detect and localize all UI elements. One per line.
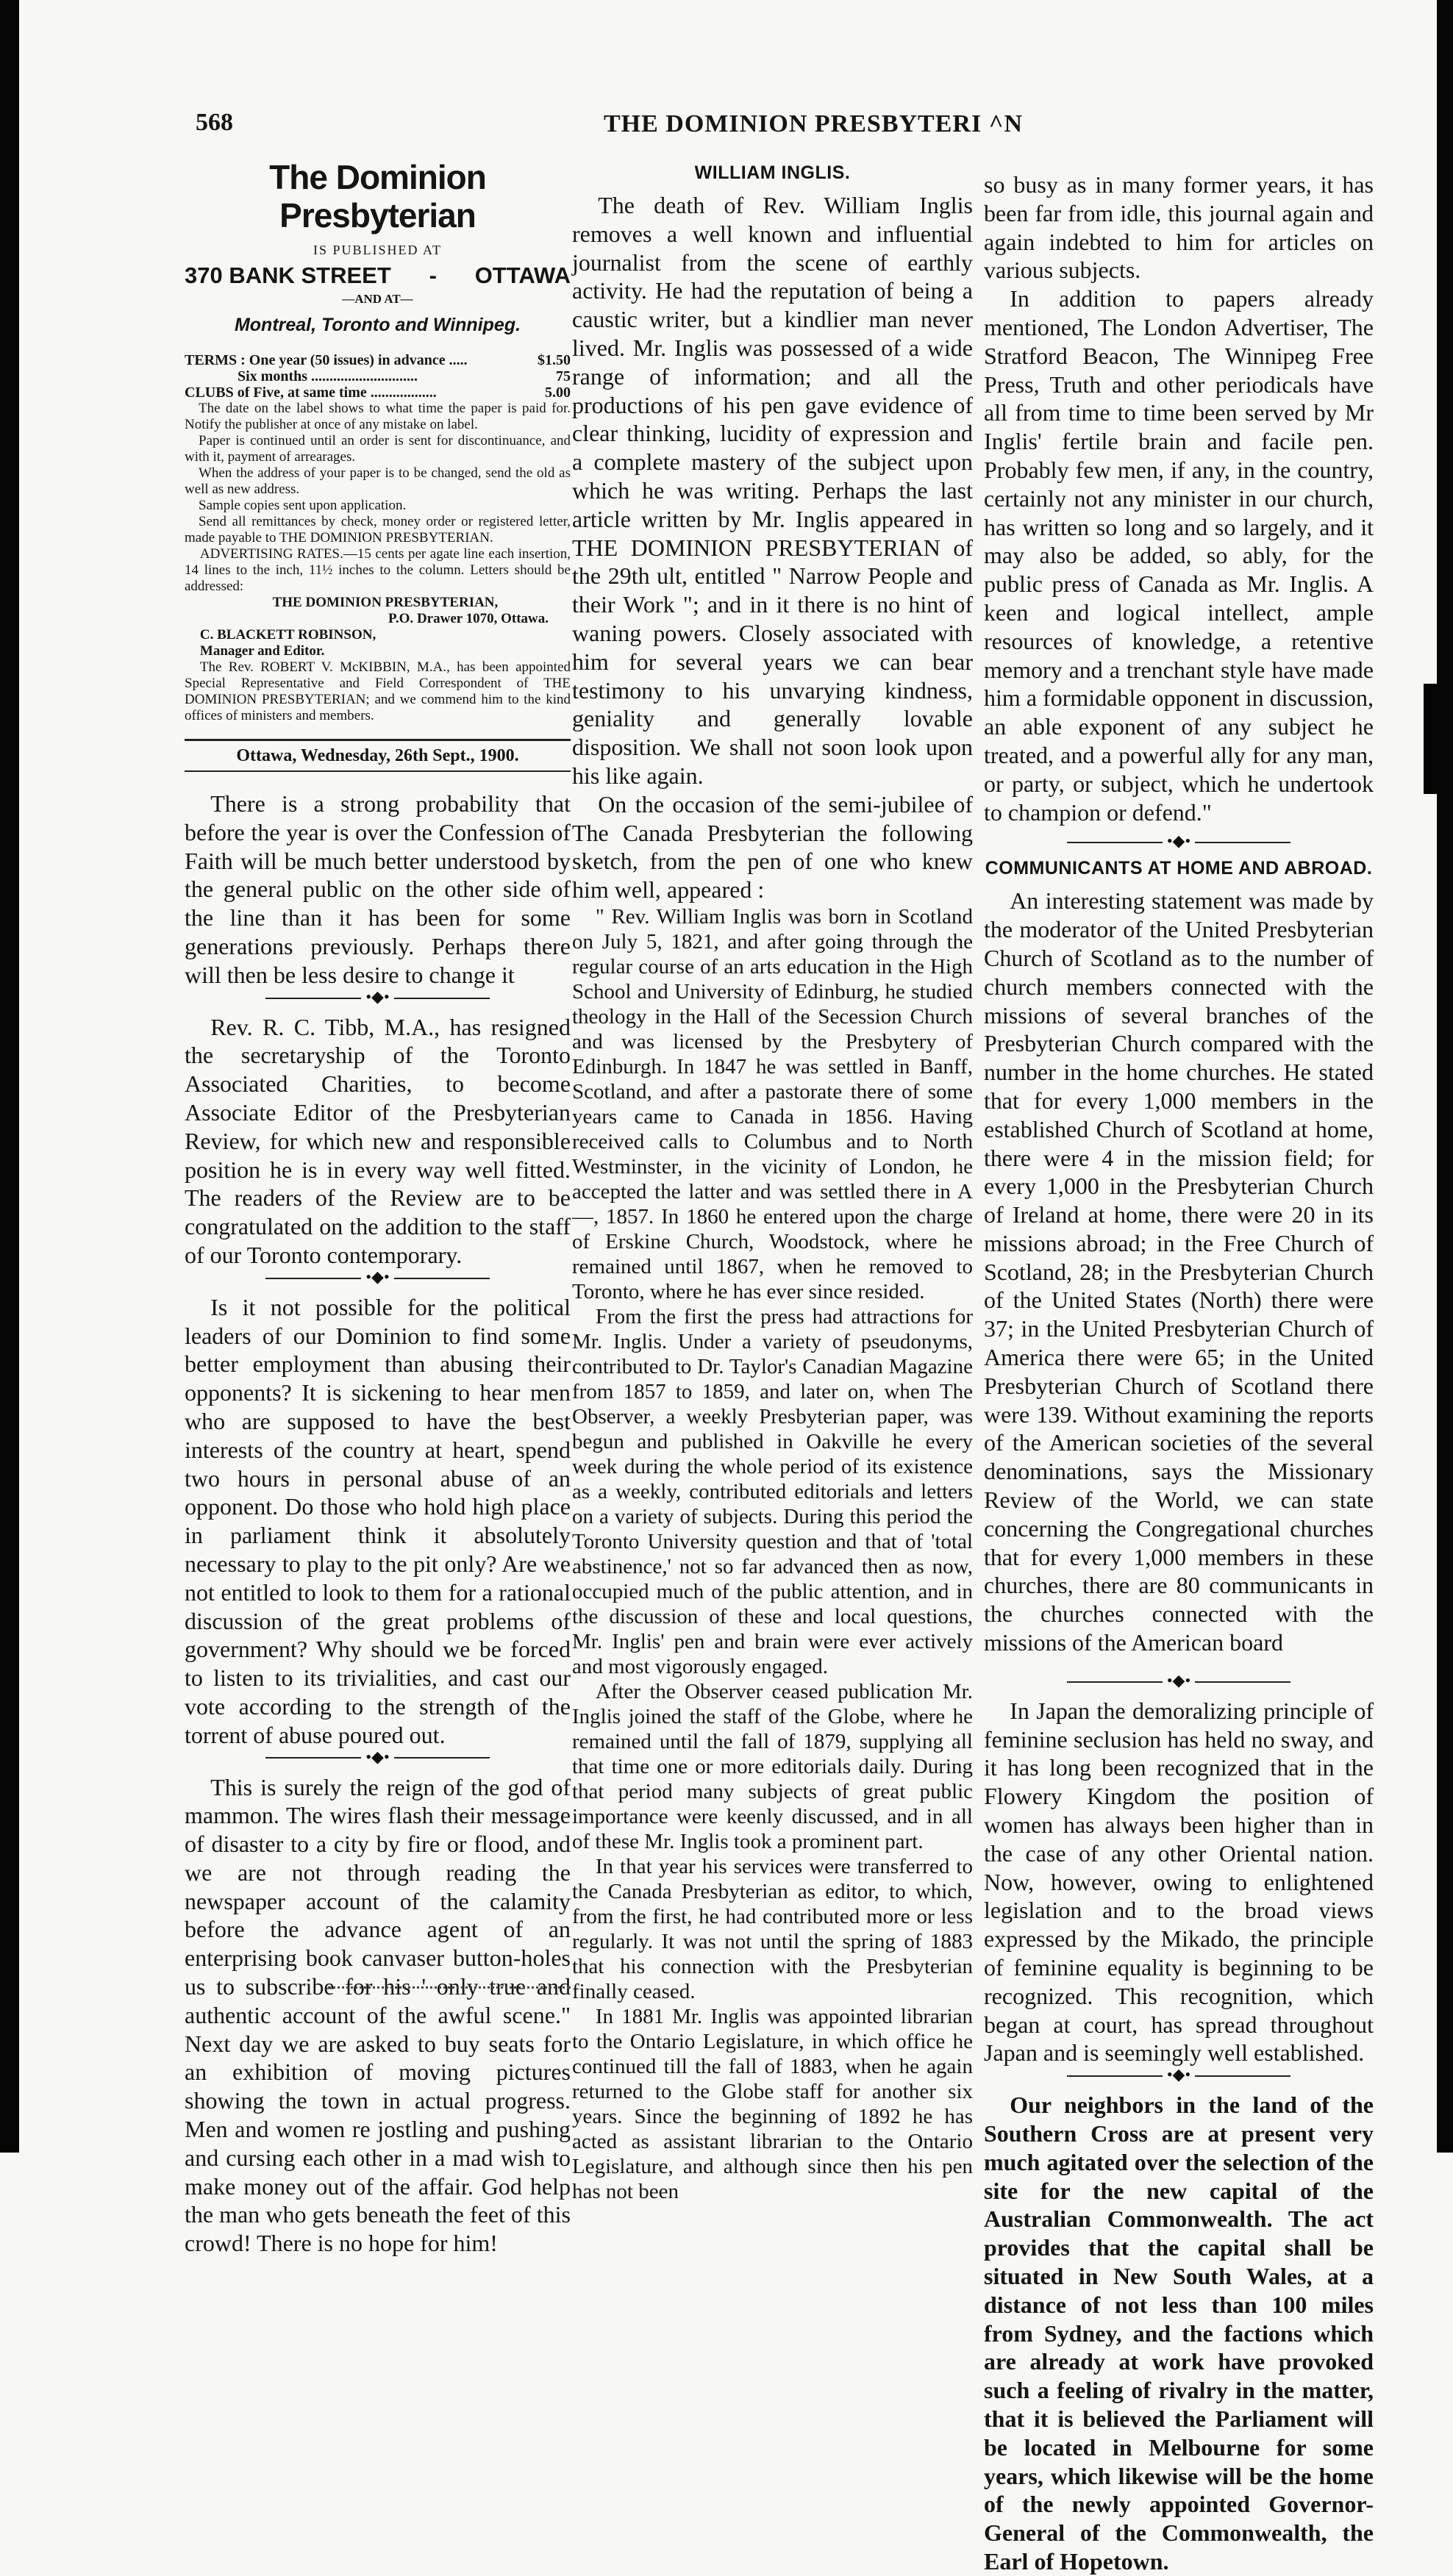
article-paragraph: From the first the press had attractions for Mr. Inglis. Under a variety of pseudonyms, contributed to Dr. Taylor's Canadian Magazine from 1857 to 1859, and later on, when The Observer, a weekly Presbyterian paper, was begun and published in Oakville he every week during the whole period of its existence as a weekly, contributed editorials and letters on a variety of subjects. During this period the Toronto University question and that of 'total abstinence,' not so far advanced then as now, occupied much of the public attention, and in the discussion of these and local questions, Mr. Inglis' pen and brain were ever actively and most vigorously engaged. (572, 1304, 973, 1678)
section-divider: •◆• (185, 990, 571, 1013)
editor-title: Manager and Editor. (199, 643, 325, 659)
terms-note: Send all remittances by check, money order or registered letter, made payable to THE DOMINION PRESBYTERIAN. (185, 514, 571, 545)
article-paragraph-continued: so busy as in many former years, it has been far from idle, this journal again and again indebted to him for articles on various subjects. (984, 171, 1374, 284)
terms-note: When the address of your paper is to be changed, send the old as well as new address. (185, 465, 571, 497)
page-number: 568 (196, 109, 233, 136)
column-1 (185, 158, 571, 2258)
terms-label: CLUBS of Five, at same time .................. (185, 384, 437, 401)
advertising-rates: ADVERTISING RATES.—15 cents per agate line each insertion, 14 lines to the inch, 11½ inches to the column. Letters should be addressed: (185, 546, 571, 594)
section-divider: •◆• (984, 1673, 1374, 1697)
masthead-address (185, 262, 571, 289)
terms-price: 5.00 (545, 384, 571, 401)
masthead-street: 370 BANK STREET (185, 262, 391, 288)
section-divider: •◆• (185, 1750, 571, 1773)
masthead-city: OTTAWA (474, 262, 571, 288)
masthead-title: The Dominion Presbyterian (269, 158, 486, 235)
article-paragraph-continued: In addition to papers already mentioned, The London Advertiser, The Stratford Beacon, The Winnipeg Free Press, Truth and other periodicals have all from time to time been served by Mr Inglis' fertile brain and facile pen. Probably few men, if any, in the country, certainly not any minister in our church, has written so long and so largely, and it may also be added, so ably, for the public press of Canada as Mr. Inglis. A keen and logical intellect, ample resources of knowledge, a retentive memory and a trenchant style have made him a formidable opponent in discussion, an able exponent of any subject he treated, and a powerful ally for any man, or party, or subject, which he undertook to champion or defend." (984, 285, 1374, 826)
representative-notice: The Rev. ROBERT V. McKIBBIN, M.A., has been appointed Special Representative and Field Correspondent of THE DOMINION PRESBYTERIAN; and we commend him to the kind offices of ministers and members. (185, 659, 571, 723)
article-heading-inglis: WILLIAM INGLIS. (694, 162, 851, 183)
terms-row (185, 368, 571, 384)
advertising-box: P.O. Drawer 1070, Ottawa. (388, 611, 549, 626)
advertising-addressee: THE DOMINION PRESBYTERIAN, (272, 595, 499, 610)
article-paragraph: Our neighbors in the land of the Southern Cross are at present very much agitated over the selection of the site for the new capital of the Australian Commonwealth. The act provides that the capital shall be situated in New South Wales, at a distance of not less than 100 miles from Sydney, and the factions which are already at work have provoked such a feeling of rivalry in the matter, that it is believed the Parliament will be located in Melbourne for some years, which likewise will be the home of the newly appointed Governor-General of the Commonwealth, the Earl of Hopetown. (984, 2092, 1374, 2575)
newspaper-page (19, 0, 1437, 2575)
masthead-and-at: —AND AT— (342, 292, 413, 306)
terms-note: Paper is continued until an order is sent for discontinuance, and with it, payment of arrearages. (185, 433, 571, 465)
section-divider: •◆• (984, 834, 1374, 857)
editor-name: C. BLACKETT ROBINSON, (199, 627, 376, 643)
running-head: THE DOMINION PRESBYTERI ^N (604, 110, 1023, 137)
column-3 (984, 171, 1374, 2576)
editorial-paragraph: Rev. R. C. Tibb, M.A., has resigned the secretaryship of the Toronto Associated Charities, to become Associate Editor of the Presbyterian Review, for which new and responsible position he is in every way well fitted. The readers of the Review are to be congratulated on the addition to the staff of our Toronto contemporary. (185, 1013, 571, 1268)
terms-price: 75 (556, 368, 571, 384)
editorial-paragraph: There is a strong probability that before the year is over the Confession of Faith will be much better understood by the general public on the other side of the line than it has been for some generations previously. Perhaps there will then be less desire to change it (185, 790, 571, 988)
terms-row (185, 352, 571, 368)
article-paragraph: " Rev. William Inglis was born in Scotland on July 5, 1821, and after going through the regular course of an arts education in the High School and University of Edinburg, he studied theology in the Hall of the Secession Church and was licensed by the Presbytery of Edinburgh. In 1847 he was settled in Banff, Scotland, and after a pastorate there of some years came to Canada in 1856. Having received calls to Columbus and to North Westminster, in the vicinity of London, he accepted the latter and was settled there in A—, 1857. In 1860 he entered upon the charge of Erskine Church, Woodstock, where he remained until 1867, when he removed to Toronto, where he has ever since resided. (572, 904, 973, 1303)
section-divider: •◆• (185, 1270, 571, 1293)
terms-note: Sample copies sent upon application. (199, 498, 407, 513)
editorial-paragraph: This is surely the reign of the god of mammon. The wires flash their message of disaster to a city by fire or flood, and we are not through reading the newspaper account of the calamity before the advance agent of an enterprising book canvaser button-holes us to subscribe for his ' only true and authentic account of the awful scene." Next day we are asked to buy seats for an exhibition of moving pictures showing the town in actual progress. Men and women re jostling and pushing and cursing each other in a mad wish to make money out of the affair. God help the man who gets beneath the feet of this crowd! There is no hope for him! (185, 1773, 571, 2257)
masthead-published-at: IS PUBLISHED AT (313, 243, 443, 257)
masthead-cities: Montreal, Toronto and Winnipeg. (234, 315, 521, 335)
article-paragraph: In that year his services were transferred to the Canada Presbyterian as editor, to which, from the first, he had contributed more or less regularly. It was not until the spring of 1883 that his connection with the Presbyterian finally ceased. (572, 1854, 973, 2003)
scan-edge-left (0, 0, 19, 2153)
section-divider: •◆• (984, 2067, 1374, 2091)
terms-row (185, 384, 571, 401)
scan-edge-right (1437, 0, 1453, 2153)
terms-label: Six months ............................. (238, 368, 418, 384)
article-paragraph: An interesting statement was made by the moderator of the United Presbyterian Church of Scotland as to the number of church members connected with the missions of several branches of the Presbyterian Church compared with the number in the home churches. He stated that for every 1,000 members in the established Church of Scotland at home, there were 4 in the mission field; for every 1,000 in the Presbyterian Church of Ireland at home, there were 20 in its missions abroad; in the Free Church of Scotland, 28; in the Presbyterian Church of the United States (North) there were 37; in the United Presbyterian Church of America there were 65; in the United Presbyterian Church of Scotland there were 139. Without examining the reports of the American societies of the several denominations, says the Missionary Review of the World, we can state concerning the Congregational churches that for every 1,000 members in these churches, there are 80 communicants in the churches connected with the missions of the American board (984, 887, 1374, 1656)
article-heading-communicants: COMMUNICANTS AT HOME AND ABROAD. (985, 858, 1373, 879)
terms-price: $1.50 (538, 352, 571, 368)
article-paragraph: In 1881 Mr. Inglis was appointed librarian to the Ontario Legislature, in which office he continued till the fall of 1883, when he again returned to the Globe staff for another six years. Since the beginning of 1892 he has acted as assistant librarian to the Ontario Legislature, and although since then his pen has not been (572, 2004, 973, 2203)
masthead-dash: - (429, 262, 437, 288)
column-2 (572, 162, 973, 2204)
terms-notes (185, 401, 571, 546)
editorial-paragraph: Is it not possible for the political leaders of our Dominion to find some better employment than abusing their opponents? It is sickening to hear men who are supposed to have the best interests of the country at heart, spend two hours in personal abuse of an opponent. Do those who hold high place in parliament think it absolutely necessary to play to the pit only? Are we not entitled to look to them for a rational discussion of the great problems of government? Why should we be forced to listen to its trivialities, and cast our vote according to the strength of the torrent of abuse poured out. (185, 1293, 571, 1748)
bottom-rule (328, 1986, 571, 1989)
article-paragraph: The death of Rev. William Inglis removes a well known and influential journalist from the scene of earthly activity. He had the reputation of being a caustic writer, but a kindlier man never lived. Mr. Inglis was possessed of a wide range of information; and all the productions of his pen gave evidence of clear thinking, lucidity of expression and a complete mastery of the subject upon which he was writing. Perhaps the last article written by Mr. Inglis appeared in THE DOMINION PRESBYTERIAN of the 29th ult, entitled " Narrow People and their Work "; and in it there is no hint of waning powers. Closely associated with him for several years we can bear testimony to his unvarying kindness, geniality and generally lovable disposition. We shall not soon look upon his like again. (572, 192, 973, 789)
article-paragraph: On the occasion of the semi-jubilee of The Canada Presbyterian the following sketch, from the pen of one who knew him well, appeared : (572, 790, 973, 904)
dateline: Ottawa, Wednesday, 26th Sept., 1900. (185, 739, 571, 772)
article-paragraph: In Japan the demoralizing principle of feminine seclusion has held no sway, and it has long been recognized that in the Flowery Kingdom the position of women has always been higher than in the case of any other Oriental nation. Now, however, owing to enlightened legislation and to the broad views expressed by the Mikado, the principle of feminine equality is beginning to be recognized. This recognition, which began at court, has spread throughout Japan and is seemingly well established. (984, 1697, 1374, 2067)
terms-note: The date on the label shows to what time the paper is paid for. Notify the publisher at once of any mistake on label. (185, 401, 571, 432)
terms-label: TERMS : One year (50 issues) in advance ..... (185, 352, 468, 368)
article-paragraph: After the Observer ceased publication Mr. Inglis joined the staff of the Globe, where he remained until the fall of 1879, supplying all that time one or more editorials daily. During that period many subjects of great public importance were keenly discussed, and in all of these Mr. Inglis took a prominent part. (572, 1679, 973, 1853)
